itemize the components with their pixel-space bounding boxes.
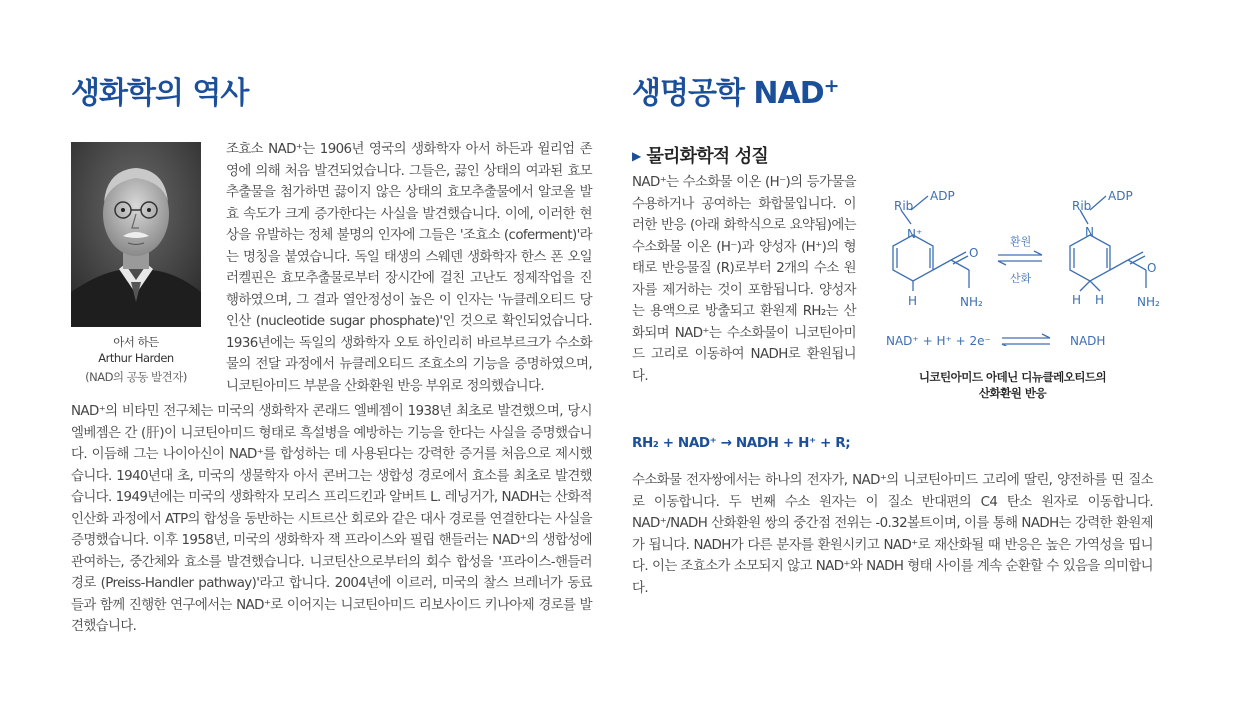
rib-label-right: Rib: [1072, 199, 1092, 213]
redox-equation: RH₂ + NAD⁺ → NADH + H⁺ + R;: [632, 435, 851, 451]
left-section-title: 생화학의 역사: [71, 76, 249, 111]
photo-caption-name-ko: 아서 하든: [113, 335, 159, 349]
o-label-left: O: [969, 246, 979, 260]
nh2-label-left: NH₂: [960, 295, 983, 309]
diagram-caption-line1: 니코틴아미드 아데닌 디뉴클레오티드의: [918, 370, 1107, 384]
n-label-right: N: [1085, 225, 1094, 239]
rib-label-left: Rib: [894, 199, 914, 213]
right-title-text: 생명공학 NAD: [632, 76, 824, 111]
properties-paragraph: NAD⁺는 수소화물 이온 (H⁻)의 등가물을 수용하거나 공여하는 화합물입니다. 이러한 반응 (아래 화학식으로 요약됨)에는 수소화물 이온 (H⁻)과 양성자 (H⁺)의 형태로 반응물질 (R)로부터 2개의 수소 원자를 제거하는 것이 포함됩니다. 양성자는 용액으로 방출되고 환원제 RH₂는 산화되며 NAD⁺는 수소화물이 니코틴아미드 고리로 이동하여 NADH로 환원됩니다.: [632, 175, 856, 384]
adp-label-left: ADP: [930, 189, 955, 203]
h-label-right-2: H: [1095, 293, 1105, 307]
triangle-bullet-icon: ▶: [632, 149, 641, 163]
h-label-right-1: H: [1072, 293, 1082, 307]
right-section-title: [632, 68, 839, 112]
subheading-text: 물리화학적 성질: [646, 146, 769, 167]
physicochemical-subheading: [632, 142, 768, 168]
o-label-right: O: [1147, 261, 1157, 275]
photo-caption-name-en: Arthur Harden: [98, 351, 174, 365]
nh2-label-right: NH₂: [1137, 295, 1160, 309]
diagram-caption-line2: 산화환원 반응: [978, 386, 1047, 400]
reduction-label: 환원: [1010, 235, 1032, 248]
right-title-superscript: +: [823, 75, 839, 97]
oxidation-label: 산화: [1010, 272, 1032, 285]
arthur-harden-portrait: [71, 142, 201, 327]
n-plus-label: N⁺: [907, 227, 923, 241]
nad-formula-label: NAD⁺ + H⁺ + 2e⁻: [886, 334, 991, 346]
nad-redox-diagram: [880, 178, 1170, 346]
hydride-transfer-paragraph: 수소화물 전자쌍에서는 하나의 전자가, NAD⁺의 니코틴아미드 고리에 딸린, 양전하를 띤 질소로 이동합니다. 두 번째 수소 원자는 이 질소 반대편의 C4 탄소 원자로 이동합니다. NAD⁺/NADH 산화환원 쌍의 중간점 전위는 -0.32볼트이며, 이를 통해 NADH는 강력한 환원제가 됩니다. NADH가 다른 분자를 환원시키고 NAD⁺로 재산화될 때 반응은 높은 가역성을 띱니다. 이는 조효소가 소모되지 않고 NAD⁺와 NADH 형태 사이를 계속 순환할 수 있음을 의미합니다.: [632, 473, 1153, 596]
photo-caption-note: (NAD의 공동 발견자): [85, 370, 187, 384]
nadh-formula-label: NADH: [1070, 334, 1106, 346]
adp-label-right: ADP: [1108, 189, 1133, 203]
h-label-left: H: [908, 294, 918, 308]
history-paragraph-top: 조효소 NAD⁺는 1906년 영국의 생화학자 아서 하든과 윌리엄 존영에 의해 처음 발견되었습니다. 그들은, 끓인 상태의 여과된 효모추출물을 첨가하면 끓이지 않은 상태의 효모추출물에서 알코올 발효 속도가 크게 증가한다는 사실을 발견했습니다. 이에, 이러한 현상을 유발하는 정체 불명의 인자에 그들은 '조효소 (coferment)'라는 명칭을 붙였습니다. 독일 태생의 스웨덴 생화학자 한스 폰 오일러켈핀은 효모추출물로부터 장시간에 걸친 고난도 정제작업을 진행하였으며, 그 결과 열안정성이 높은 이 인자는 '뉴클레오티드 당인산 (nucleotide sugar phosphate)'인 것으로 확인되었습니다. 1936년에는 독일의 생화학자 오토 하인리히 바르부르크가 수소화물의 전달 과정에서 뉴클레오티드 조효소의 기능을 증명하였으며, 니코틴아미드 부분을 산화환원 반응 부위로 정의했습니다.: [226, 142, 592, 394]
history-paragraph-bottom: NAD⁺의 비타민 전구체는 미국의 생화학자 콘래드 엘베젬이 1938년 최초로 발견했으며, 당시 엘베젬은 간 (肝)이 니코틴아미드 형태로 흑설병을 예방하는 기능을 한다는 사실을 증명했습니다. 이듬해 그는 나이아신이 NAD⁺를 합성하는 데 사용된다는 강력한 증거를 처음으로 제시했습니다. 1940년대 초, 미국의 생물학자 아서 콘버그는 생합성 경로에서 효소를 최초로 발견했습니다. 1949년에는 미국의 생화학자 모리스 프리드킨과 알버트 L. 레닝거가, NADH는 산화적 인산화 과정에서 ATP의 합성을 동반하는 시트르산 회로와 같은 대사 경로를 연결한다는 사실을 증명했습니다. 이후 1958년, 미국의 생화학자 잭 프라이스와 필립 핸들러는 NAD⁺의 생합성에 관여하는, 중간체와 효소를 발견했습니다. 니코틴산으로부터의 회수 합성을 '프라이스-핸들러 경로 (Preiss-Handler pathway)'라고 합니다. 2004년에 이르러, 미국의 찰스 브레너가 동료들과 함께 진행한 연구에서는 NAD⁺로 이어지는 니코틴아미드 리보사이드 키나아제 경로를 발견했습니다.: [71, 404, 592, 634]
